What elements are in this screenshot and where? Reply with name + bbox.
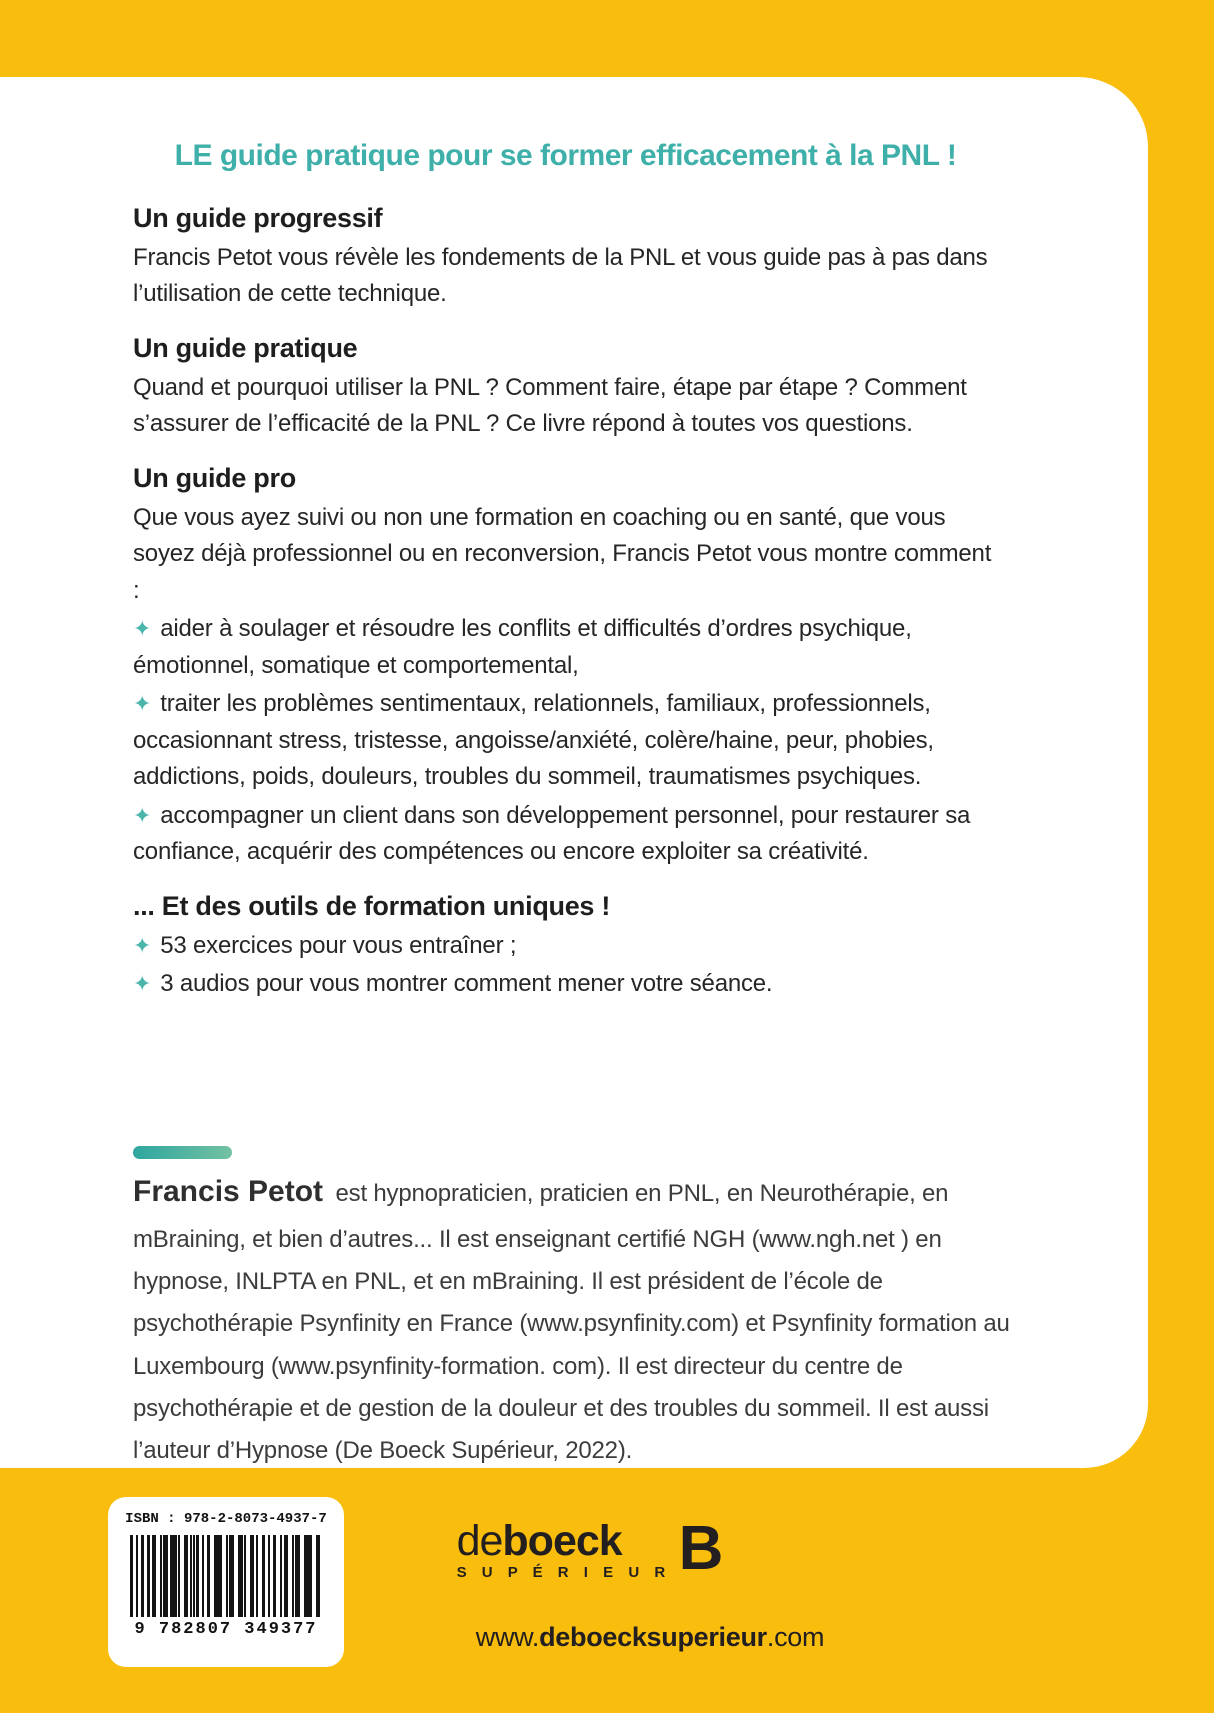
section-paragraph: Quand et pourquoi utiliser la PNL ? Comment faire, étape par étape ? Comment s’assurer de l’efficacité de la PNL ? Ce livre répond à toutes vos questions. [133,373,967,438]
website-url: www.deboecksuperieur.com [475,1622,825,1652]
isbn-box [108,1497,344,1667]
section-heading: Un guide pro [133,462,296,493]
star-bullet-icon: ✦ [133,802,152,828]
content-card [0,77,1148,1468]
author-bio: Francis Petot est hypnopraticien, praticien en PNL, en Neurothérapie, en mBraining, et bien d’autres... Il est enseignant certifié NGH (www.ngh.net ) en hypnose, INLPTA en PNL, et en mBraining. Il est président de l’école de psychothérapie Psynfinity en France (www.psynfinity.com) et Psynfinity formation au Luxembourg (www.psynfinity-formation. com). Il est directeur du centre de psychothérapie et de gestion de la douleur et des troubles du sommeil. Il est aussi l’auteur d’Hypnose (De Boeck Supérieur, 2022). [133,1175,1010,1464]
section-guide-progressif [133,203,998,313]
bullet-item: ✦ accompagner un client dans son développement personnel, pour restaurer sa confiance, acquérir des compétences ou encore exploiter sa créativité. [133,801,971,866]
section-guide-pratique [133,333,998,443]
star-bullet-icon: ✦ [133,616,152,642]
bullet-item: ✦ 53 exercices pour vous entraîner ; [133,931,517,959]
author-name: Francis Petot [133,1175,324,1208]
section-paragraph: Francis Petot vous révèle les fondements de la PNL et vous guide pas à pas dans l’utilisation de cette technique. [133,244,988,308]
section-heading: Un guide progressif [133,203,383,233]
publisher-name: deboeck [456,1517,622,1565]
bullet-item: ✦ traiter les problèmes sentimentaux, relationnels, familiaux, professionnels, occasionnant stress, tristesse, angoisse/anxiété, colère/haine, peur, phobies, addictions, poids, douleurs, troubles du sommeil, traumatismes psychiques. [133,690,934,791]
star-bullet-icon: ✦ [133,971,152,997]
star-bullet-icon: ✦ [133,932,152,958]
divider-bar [133,1146,232,1159]
section-paragraph: Que vous ayez suivi ou non une formation en coaching ou en santé, que vous soyez déjà professionnel ou en reconversion, Francis Petot vous montre comment : [133,503,992,604]
publisher-logo [440,1514,740,1583]
bullet-item: ✦ aider à soulager et résoudre les conflits et difficultés d’ordres psychique, émotionnel, somatique et comportemental, [133,615,912,679]
bullet-item: ✦ 3 audios pour vous montrer comment mener votre séance. [133,970,773,998]
barcode-digits: 9 782807 349377 [134,1620,318,1639]
deboeck-b-icon: B [678,1514,724,1583]
section-heading: Un guide pratique [133,332,358,363]
star-bullet-icon: ✦ [133,691,152,717]
isbn-label: ISBN : 978-2-8073-4937-7 [125,1511,327,1527]
page-title: LE guide pratique pour se former efficacement à la PNL ! [174,139,957,172]
section-heading: ... Et des outils de formation uniques ! [133,890,611,921]
publisher-subtitle: S U P É R I E U R [456,1564,671,1581]
barcode-icon [130,1535,322,1617]
section-outils-formation [133,891,998,1003]
section-guide-pro [133,463,998,871]
